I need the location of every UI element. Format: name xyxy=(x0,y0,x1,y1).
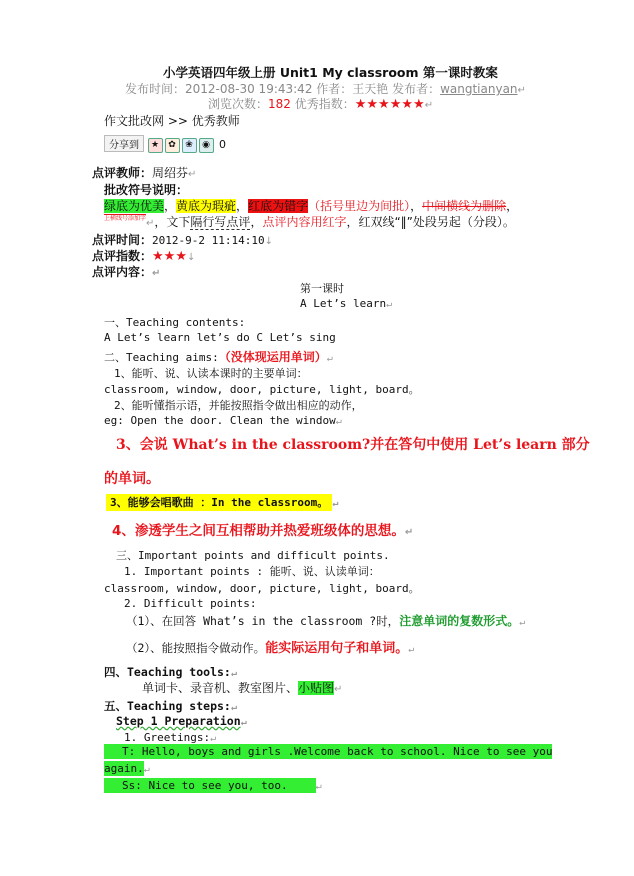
content-label: 点评内容：↵ xyxy=(92,265,161,279)
s1-title: 一、Teaching contents: xyxy=(104,316,246,329)
share-weibo-icon[interactable]: ◉ xyxy=(199,138,214,153)
review-score: 点评指数：★★★↓ xyxy=(92,249,196,264)
time-value: 2012-9-2 11:14:10 xyxy=(152,234,265,247)
greetings-text: 1. Greetings: xyxy=(124,731,211,744)
s2-song-text: 3、能够会唱歌曲 ：In the classroom。 xyxy=(106,494,332,511)
s3-words: classroom, window, door, picture, light, board。 xyxy=(104,582,420,595)
legend-red: 红底为错字 xyxy=(248,199,309,213)
legend-line: 绿底为优美，黄底为瑕疵，红底为错字（括号里边为间批），中间横线为删除， xyxy=(104,199,519,213)
legend-text-2: ， xyxy=(250,215,263,229)
s3-item-2-2-text: （2）、能按照指令做动作。 xyxy=(126,641,266,655)
meta-line: 发布时间：2012-08-30 19:43:42 作者：王天艳 发布者：wangtianyan↵ xyxy=(125,82,526,96)
excellence-label: 优秀指数： xyxy=(290,97,355,111)
s2-item-4-text: 4、渗透学生之间互相帮助并热爱班级体的思想。 xyxy=(112,523,405,539)
s3-item-2-2: （2）、能按照指令做动作。能实际运用句子和单词。↵ xyxy=(126,641,415,656)
s4-highlight: 小贴图 xyxy=(298,681,335,695)
score-label: 点评指数： xyxy=(92,249,153,263)
students-line: Ss: Nice to see you, too. ↵ xyxy=(104,779,322,792)
s4-title-text: 四、Teaching tools: xyxy=(104,665,231,679)
s2-words: classroom, window, door, picture, light, board。 xyxy=(104,383,420,396)
breadcrumb[interactable]: 作文批改网 >> 优秀教师 xyxy=(104,114,240,128)
legend-red-note: （括号里边为间批） xyxy=(308,199,411,213)
teacher-line-text: T: Hello, boys and girls .Welcome back to school. Nice to see you xyxy=(104,744,552,759)
lesson-part: A Let’s learn↵ xyxy=(300,297,393,310)
legend-green: 绿底为优美 xyxy=(104,199,165,213)
legend-yellow: 黄底为瑕疵 xyxy=(176,199,237,213)
legend-text-1: ，文下 xyxy=(154,215,191,229)
legend-text-3: ，红双线“‖”处段另起（分段）。 xyxy=(346,215,515,229)
lesson-part-text: A Let’s learn xyxy=(300,297,387,310)
legend-strike: 中间横线为删除 xyxy=(422,199,507,213)
legend-dashed: 隔行写点评 xyxy=(190,215,251,229)
teacher-name: 周绍芬 xyxy=(152,166,189,180)
s2-title: 二、Teaching aims:（没体现运用单词）↵ xyxy=(104,350,333,364)
step-1-text: Step 1 Preparation xyxy=(116,714,241,728)
share-renren-icon[interactable]: ✿ xyxy=(165,138,180,153)
teacher-line-cont-text: again. xyxy=(104,762,144,775)
s2-item-3-cont: 的单词。 xyxy=(104,471,160,487)
s2-eg-text: eg: Open the door. Clean the window xyxy=(104,414,336,427)
share-bar xyxy=(104,135,226,153)
s4-line-text: 单词卡、录音机、教室图片、 xyxy=(142,681,299,695)
s3-item-2-2-comment: 能实际运用句子和单词。 xyxy=(265,641,409,656)
s5-title-text: 五、Teaching steps: xyxy=(104,699,231,713)
s3-item-1: 1. Important points : 能听、说、认读单词： xyxy=(124,565,380,578)
legend-line-2: $^{上横线号添加字}$↵，文下隔行写点评，点评内容用红字，红双线“‖”处段另起（分段）。 xyxy=(104,215,515,229)
s3-title: 三、Important points and difficult points. xyxy=(116,549,390,562)
s2-comment: （没体现运用单词） xyxy=(218,350,327,364)
time-label: 点评时间： xyxy=(92,233,153,247)
students-line-text: Ss: Nice to see you, too. xyxy=(104,778,316,793)
s2-title-text: 二、Teaching aims: xyxy=(104,351,219,364)
symbols-label: 批改符号说明： xyxy=(104,183,189,197)
views-label: 浏览次数： xyxy=(208,97,269,111)
meta-text: 发布时间：2012-08-30 19:43:42 作者：王天艳 发布者： xyxy=(125,82,441,96)
excellence-stars: ★★★★★★ xyxy=(354,97,425,112)
s2-eg: eg: Open the door. Clean the window↵ xyxy=(104,414,342,427)
share-baidu-icon[interactable]: ❀ xyxy=(182,138,197,153)
score-stars: ★★★ xyxy=(152,249,187,264)
s2-item-2: 2、能听懂指示语，并能按照指令做出相应的动作， xyxy=(114,399,363,412)
s4-line: 单词卡、录音机、教室图片、小贴图↵ xyxy=(142,681,343,695)
s1-line: A Let’s learn let’s do C Let’s sing xyxy=(104,331,336,344)
page-title: 小学英语四年级上册 Unit1 My classroom 第一课时教案 xyxy=(163,65,498,80)
s4-title: 四、Teaching tools:↵ xyxy=(104,665,237,679)
teacher-label: 点评教师： xyxy=(92,166,153,180)
s3-item-2-1: （1）、在回答 What’s in the classroom ?时，注意单词的复数形式。↵ xyxy=(126,614,526,628)
legend-red-comment: 点评内容用红字 xyxy=(262,215,347,229)
greetings: 1. Greetings:↵ xyxy=(124,731,217,744)
s3-item-2-1-comment: 注意单词的复数形式。 xyxy=(399,614,520,628)
s2-item-1: 1、能听、说、认读本课时的主要单词： xyxy=(114,367,308,380)
views-count: 182 xyxy=(268,97,291,111)
s2-item-3: 3、会说 What’s in the classroom?并在答句中使用 Let’s learn 部分 xyxy=(116,437,590,453)
s5-title: 五、Teaching steps:↵ xyxy=(104,699,237,713)
teacher-line xyxy=(104,745,552,758)
review-teacher: 点评教师：周绍芬↵ xyxy=(92,166,197,180)
share-qzone-icon[interactable]: ★ xyxy=(148,138,163,153)
teacher-line-cont: again.↵ xyxy=(104,762,150,775)
legend-small: 上横线号添加字 xyxy=(104,215,147,222)
s3-item-2-1-text: （1）、在回答 What’s in the classroom ?时， xyxy=(126,614,400,628)
step-1: Step 1 Preparation↵ xyxy=(116,714,247,728)
s2-item-4: 4、渗透学生之间互相帮助并热爱班级体的思想。↵ xyxy=(112,523,414,539)
review-time: 点评时间：2012-9-2 11:14:10↓ xyxy=(92,233,273,247)
lesson-title: 第一课时 xyxy=(300,282,344,295)
s3-item-2: 2. Difficult points: xyxy=(124,597,257,610)
share-count: 0 xyxy=(219,138,226,151)
share-button[interactable]: 分享到 xyxy=(104,135,144,152)
publisher-link[interactable]: wangtianyan xyxy=(440,82,518,96)
s2-song: 3、能够会唱歌曲 ：In the classroom。 ↵ xyxy=(106,494,338,510)
content-label-text: 点评内容： xyxy=(92,265,153,279)
stats-line: 浏览次数：182 优秀指数：★★★★★★↵ xyxy=(208,97,434,112)
